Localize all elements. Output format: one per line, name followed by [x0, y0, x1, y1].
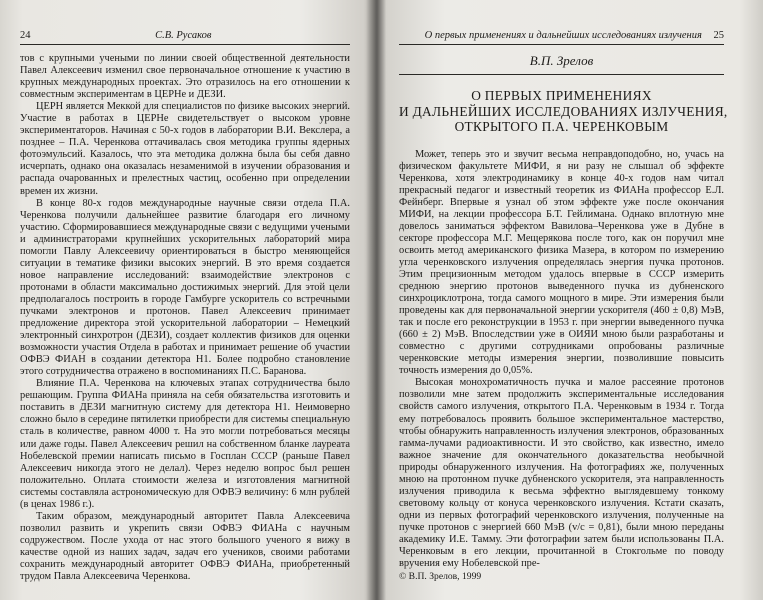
author-divider — [399, 74, 724, 75]
right-running-head-title: О первых применениях и дальнейших исследованиях излучения — [424, 30, 702, 41]
right-page-number: 25 — [713, 30, 724, 41]
right-running-head — [399, 30, 724, 45]
right-body-text — [399, 149, 724, 571]
paragraph: Влияние П.А. Черенкова на ключевых этапах сотрудничества было решающим. Группа ФИАНа приняла на себя обязательства изготовить и поставить в ДЕЗИ магнитную систему для детектора Н1. Неимоверно сложно было в середине пятилетки приобрести для системы специальную сталь в количестве, равном 4000 т. На это могли потребоваться месяцы или даже годы. Павел Алексеевич решил на собственном бланке лауреата Нобелевской премии написать письмо в Госплан СССР (раньше Павел Алексеевич никогда этого не делал). Через неделю вопрос был решен положительно. Оплата стоимости железа и изготовления магнитной системы составляла астрономическую для ОФВЭ величину: 6 млн рублей (в ценах 1986 г.). — [20, 378, 350, 510]
left-body-text — [20, 53, 350, 583]
paragraph: тов с крупными учеными по линии своей общественной деятельности Павел Алексеевич изменил свое первоначальное отношение к участию в крупных международных проектах. Это отразилось на его отношении к совместным экспериментам в ЦЕРНе и ДЕЗИ. — [20, 53, 350, 101]
left-page — [0, 0, 375, 600]
article-author: В.П. Зрелов — [529, 53, 594, 68]
paragraph: ЦЕРН является Меккой для специалистов по физике высоких энергий. Участие в работах в ЦЕРНе свидетельствует о высоком уровне экспериментаторов. Начиная с 50-х годов в лаборатории В.И. Векслера, а позднее – П.А. Черенкова оттачивалась своя методика группы ядерных фотоэмульсий. Казалось, что эта методика должна была бы себя давно исчерпать, однако она оказалась незаменимой в изучении образования и распада очарованных и прелестных частиц, особенно при определении времен их жизни. — [20, 101, 350, 197]
right-page — [375, 0, 763, 600]
article-title-line: О ПЕРВЫХ ПРИМЕНЕНИЯХ — [471, 88, 652, 103]
article-title-line: И ДАЛЬНЕЙШИХ ИССЛЕДОВАНИЯХ ИЗЛУЧЕНИЯ, — [399, 103, 728, 119]
left-running-head — [20, 30, 350, 45]
article-title — [399, 88, 728, 135]
paragraph: Может, теперь это и звучит весьма неправдоподобно, но, учась на физическом факультете МИФИ, я ни разу не слышал об эффекте Черенкова, хотя электродинамику в конце 40-х годов нам читал прекрасный педагог и известный теоретик из ФИАНа профессор Е.Л. Фейнберг. Впервые я узнал об этом эффекте уже после окончания МИФИ, на лекции профессора Б.Т. Гейлимана. Однако вплотную мне довелось заниматься эффектом Вавилова–Черенкова уже в Дубне в секторе профессора М.Г. Мещерякова после того, как он поручил мне освоить метод американского физика Мазера, в котором по измерению угла черенковского излучения определялась энергия пучка протонов. Этим прецизионным методом удалось впервые в СССР измерить среднюю энергию протонов выведенного пучка из дубненского синхроциклотрона, тогда самого мощного в мире. Эти измерения были проведены как для первоначальной энергии ускорителя (460 ± 0,8) МэВ, так и после его реконструкции в 1953 г. при энергии выведенного пучка (660 ± 2) МэВ. Впоследствии уже в ОИЯИ мною были разработаны и совместно с другими сотрудниками опробованы различные черенковские методы измерения энергии, позволившие повысить точность измерения до 0,05%. — [399, 148, 724, 377]
left-page-number: 24 — [20, 30, 31, 41]
paragraph: В конце 80-х годов международные научные связи отдела П.А. Черенкова получили дальнейшее развитие благодаря его личному участию. Сформировавшиеся международные связи с ведущими учеными и администраторами крупнейших ускорительных лабораторий мира помогли Павлу Алексеевичу ориентироваться в быстро меняющейся ситуации в тематике физики высоких энергий. В это время создается новое направление исследований: взаимодействие электронов с протонами в области максимально достижимых энергий. Для этой цели предполагалось построить в городе Гамбурге ускоритель со встречными пучками электронов и протонов. Павел Алексеевич принимает предложение директора этой ускорительной лаборатории – Немецкий электронный синхротрон (ДЕЗИ), создает коллектив физиков для оценки возможности участия Отдела в работах и принимает решение об участии ОФВЭ ФИАН в создании детектора Н1. Более подробно становление этого сотрудничества отражено в воспоминаниях П.С. Баранова. — [20, 197, 350, 378]
paragraph: Таким образом, международный авторитет Павла Алексеевича позволил развить и укрепить связи ОФВЭ ФИАНа с научным содружеством. После ухода от нас этого большого ученого я вижу в качестве одной из наших задач, задач его учеников, своими работами сохранить международный авторитет ОФВЭ ФИАНа, приобретенный трудом Павла Алексеевича Черенкова. — [20, 510, 350, 583]
paragraph: Высокая монохроматичность пучка и малое рассеяние протонов позволили мне затем продолжить экспериментальные исследования свойств самого излучения, открытого П.А. Черенковым в 1934 г. Тогда ему потребовалось проявить большое экспериментальное мастерство, чтобы обнаружить направленность излучения электронов, образованных гамма-лучами радиоактивности. И это свойство, как известно, имело важное значение для окончательного доказательства необычной природы обнаруженного излучения. На фотографиях же, полученных мною на протонном пучке дубненского ускорителя, эта направленность излучения приводила к весьма эффектно выглядевшему тонкому световому кольцу от конуса черенковского излучения. Кстати сказать, одни из первых фотографий черенковского излучения, полученные на пучке протонов с энергией 660 МэВ (v/c = 0,81), были мною переданы академику И.Е. Тамму. Эти фотографии затем были использованы П.А. Черенковым в его лекции, прочитанной в Стокгольме по поводу вручения ему Нобелевской пре- — [399, 377, 724, 570]
article-title-line: ОТКРЫТОГО П.А. ЧЕРЕНКОВЫМ — [454, 119, 669, 134]
copyright-notice: © В.П. Зрелов, 1999 — [399, 571, 482, 582]
left-running-head-title: С.В. Русаков — [155, 30, 212, 41]
